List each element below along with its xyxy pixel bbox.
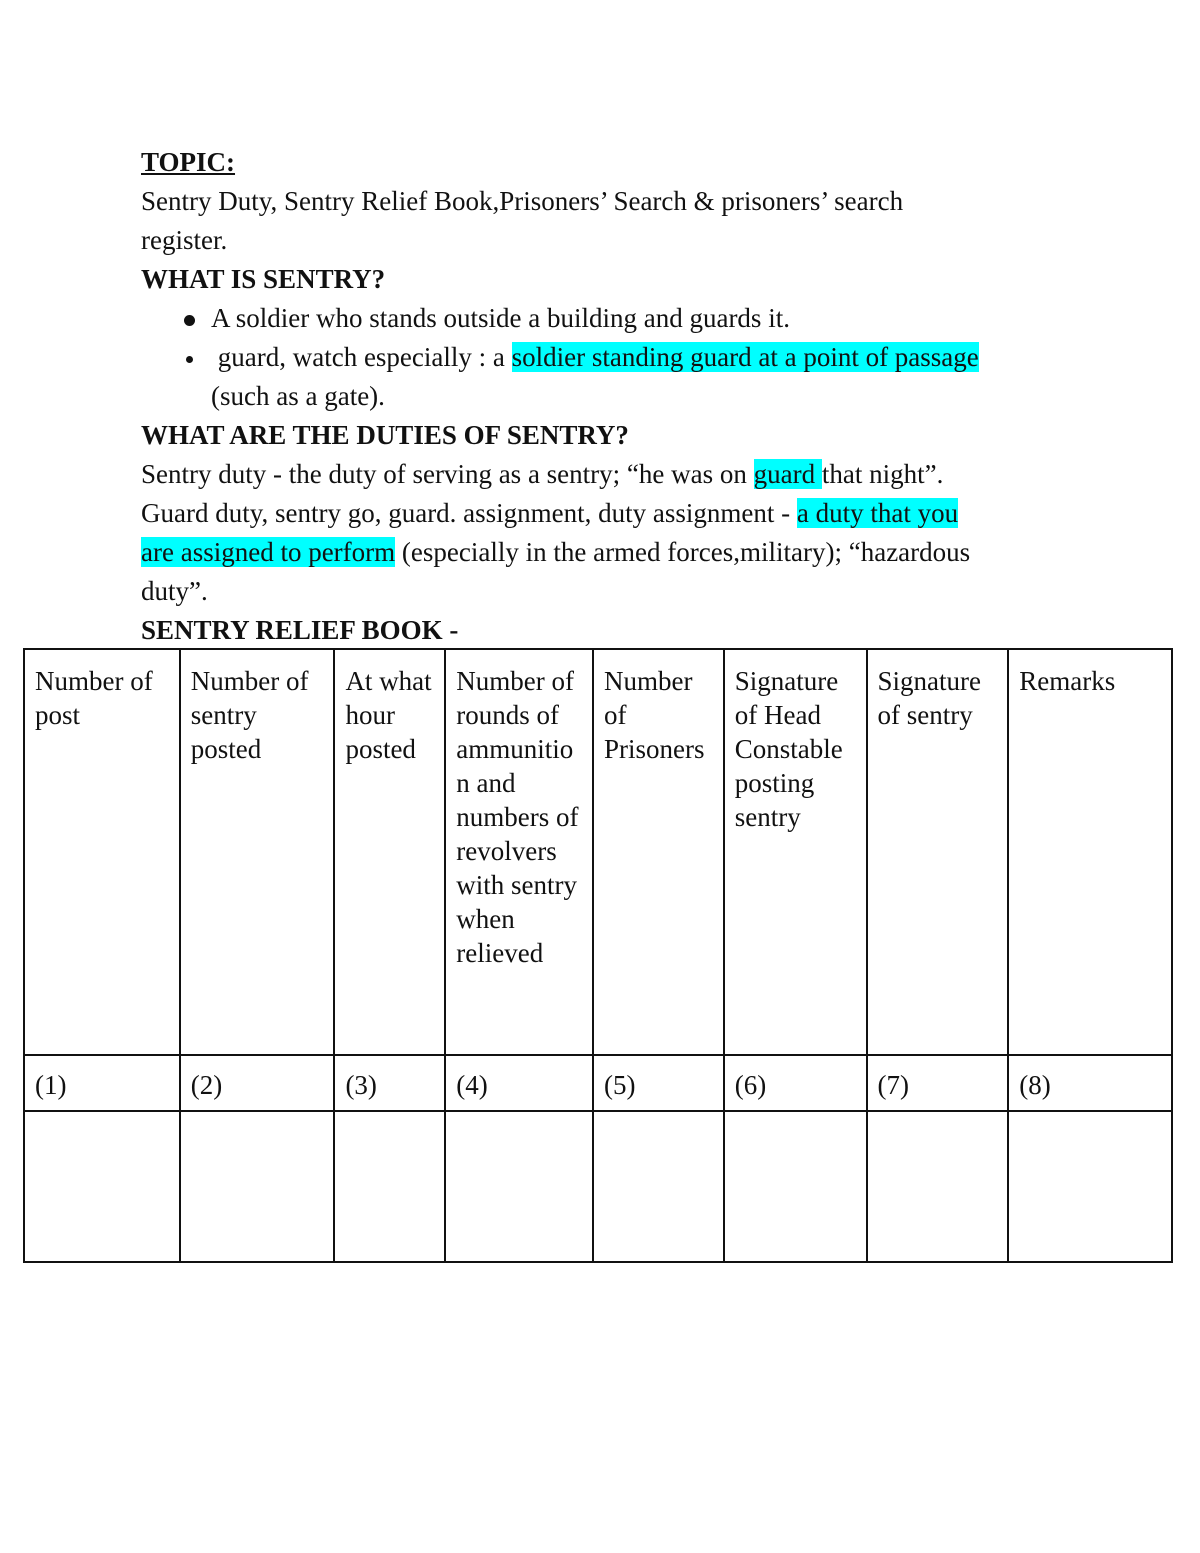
table-cell: (1) [24,1055,180,1111]
list-item [141,338,1071,416]
table-cell: (7) [867,1055,1009,1111]
bullet-text: A soldier who stands outside a building and guards it. [211,303,790,333]
bullet-text: guard, watch especially : a [211,342,512,372]
table-cell [593,1111,724,1262]
table-cell: (6) [724,1055,867,1111]
table-cell: (8) [1008,1055,1172,1111]
table-cell [445,1111,593,1262]
table-header-cell: Number of Prisoners [593,649,724,1055]
what-is-sentry-heading: WHAT IS SENTRY? [141,264,386,294]
highlighted-text: guard [753,459,822,489]
highlighted-text: soldier standing guard at a point of passage [511,342,979,372]
table-cell [1008,1111,1172,1262]
document-body [141,143,1071,650]
table-header-cell: Remarks [1008,649,1172,1055]
duties-text: that night”. [821,459,944,489]
table-cell [180,1111,335,1262]
topic-text-line-2: register. [141,225,228,255]
table-cell: (5) [593,1055,724,1111]
table-cell: (4) [445,1055,593,1111]
table-row [24,1055,1172,1111]
table-header-cell: Number of post [24,649,180,1055]
table-cell: (3) [334,1055,445,1111]
table-cell [334,1111,445,1262]
duties-text: Sentry duty - the duty of serving as a sentry; “he was on [141,459,754,489]
table-header-cell: Signature of sentry [867,649,1009,1055]
table-cell [724,1111,867,1262]
list-item [141,299,1071,338]
table-header-cell: Signature of Head Constable posting sentry [724,649,867,1055]
table-header-cell: At what hour posted [334,649,445,1055]
sentry-relief-table [23,648,1173,1263]
table-cell: (2) [180,1055,335,1111]
relief-book-heading: SENTRY RELIEF BOOK - [141,615,459,645]
topic-label: TOPIC: [141,147,236,177]
highlighted-text: a duty that you [796,498,959,528]
bullet-continuation: (such as a gate). [211,381,385,411]
table-cell [867,1111,1009,1262]
duties-text: (especially in the armed forces,military); “hazardous [395,537,971,567]
topic-text-line-1: Sentry Duty, Sentry Relief Book,Prisoners’ Search & prisoners’ search [141,186,904,216]
duties-heading: WHAT ARE THE DUTIES OF SENTRY? [141,420,629,450]
duties-text: Guard duty, sentry go, guard. assignment, duty assignment - [141,498,797,528]
definition-list [141,299,1071,416]
highlighted-text: are assigned to perform [141,537,396,567]
table-header-cell: Number of rounds of ammunition and numbers of revolvers with sentry when relieved [445,649,593,1055]
duties-paragraph [141,455,1071,611]
table-header-cell: Number of sentry posted [180,649,335,1055]
table-header-row [24,649,1172,1055]
duties-text: duty”. [141,576,208,606]
table-row [24,1111,1172,1262]
table-cell [24,1111,180,1262]
